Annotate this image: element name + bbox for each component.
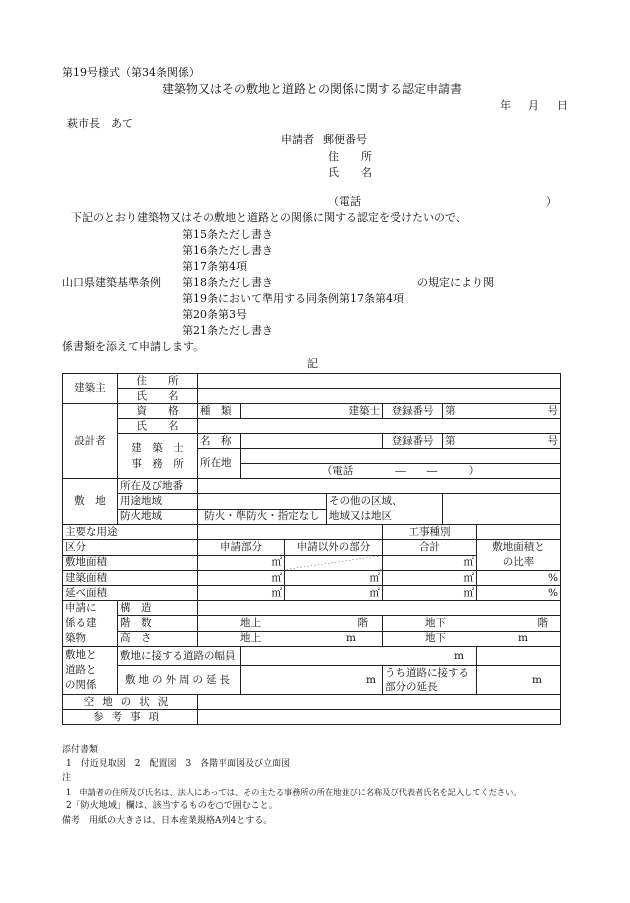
provision-20: 第20条第3号 bbox=[182, 308, 247, 321]
height-above-label: 地上 bbox=[240, 632, 261, 645]
designer-reg-no-label: 登録番号 bbox=[383, 404, 443, 419]
site-location-label: 所在及び地番 bbox=[118, 479, 198, 494]
designer-office-reg-dai: 第 bbox=[445, 434, 456, 447]
floors-above-field[interactable] bbox=[198, 616, 383, 631]
remarks-field[interactable] bbox=[198, 710, 561, 725]
floors-below-unit: 階 bbox=[537, 616, 548, 629]
designer-office-line1: 建 築 士 bbox=[131, 442, 184, 454]
designer-office-reg-go: 号 bbox=[547, 434, 558, 447]
work-type-label: 工事種別 bbox=[383, 525, 477, 540]
provision-19: 第19条において準用する同条例第17条第4項 bbox=[182, 292, 404, 305]
designer-office-reg-no-label: 登録番号 bbox=[383, 434, 443, 449]
designer-label: 設計者 bbox=[63, 404, 118, 479]
owner-address-label: 住 所 bbox=[118, 374, 198, 389]
designer-office-line2: 事 務 所 bbox=[131, 458, 184, 470]
attachments-list: 1 付近見取図 2 配置図 3 各階平面図及び立面図 bbox=[66, 759, 291, 769]
applicant-phone-close: ） bbox=[546, 195, 557, 208]
area-col-total: 合計 bbox=[383, 540, 477, 556]
height-below-unit: m bbox=[518, 632, 528, 645]
building-label-line3: 築物 bbox=[65, 632, 86, 644]
addressee: 萩市長 あて bbox=[67, 117, 133, 130]
site-area-other-na bbox=[285, 555, 383, 571]
date-month: 月 bbox=[528, 99, 539, 112]
request-lead: 下記のとおり建築物又はその敷地と道路との関係に関する認定を受けたいので、 bbox=[71, 211, 467, 224]
site-use-zone-label: 用途地域 bbox=[118, 494, 198, 510]
notes-title: 注 bbox=[62, 773, 72, 783]
main-use-label: 主要な用途 bbox=[63, 525, 198, 540]
ki-heading: 記 bbox=[307, 357, 318, 370]
applicant-phone-label: （電話 bbox=[328, 195, 361, 208]
floors-above-unit: 階 bbox=[357, 616, 368, 629]
structure-label: 構 造 bbox=[118, 601, 198, 616]
designer-office-address-field[interactable] bbox=[241, 449, 561, 464]
designer-reg-go: 号 bbox=[547, 404, 558, 417]
area-col-applied: 申請部分 bbox=[198, 540, 285, 556]
site-other-zone-field[interactable] bbox=[443, 494, 561, 525]
height-label: 高 さ bbox=[118, 631, 198, 646]
height-below-field[interactable] bbox=[383, 631, 561, 646]
vacant-land-field[interactable] bbox=[198, 695, 561, 710]
applicant-role: 申請者 bbox=[281, 133, 314, 146]
site-area-total[interactable]: ㎡ bbox=[383, 555, 477, 571]
floor-area-ratio[interactable]: % bbox=[477, 586, 561, 601]
area-col-ratio-line1: 敷地面積と bbox=[492, 541, 545, 553]
designer-office-label bbox=[118, 434, 198, 479]
owner-name-label: 氏 名 bbox=[118, 389, 198, 404]
floor-area-total[interactable]: ㎡ bbox=[383, 586, 477, 601]
designer-office-name-label: 名 称 bbox=[198, 434, 241, 449]
remarks-label: 参考事項 bbox=[63, 710, 198, 725]
building-area-other[interactable]: ㎡ bbox=[285, 571, 383, 586]
provision-17: 第17条第4項 bbox=[182, 260, 247, 273]
regulation-text: の規定により関 bbox=[417, 276, 494, 289]
site-use-zone-field[interactable] bbox=[198, 494, 327, 510]
owner-label: 建築主 bbox=[63, 374, 118, 404]
ordinance-name: 山口県建築基準条例 bbox=[62, 276, 161, 289]
perimeter-label: 敷地の外周の延長 bbox=[118, 666, 241, 695]
provision-16: 第16条ただし書き bbox=[182, 244, 273, 257]
floors-above-label: 地上 bbox=[240, 616, 261, 629]
frontage-line2: 部分の延長 bbox=[385, 681, 438, 693]
note-2: 2「防火地域」欄は、該当するものを○で囲むこと。 bbox=[66, 801, 278, 811]
main-use-field[interactable] bbox=[198, 525, 383, 540]
road-width-field[interactable]: m bbox=[241, 647, 477, 666]
provision-15: 第15条ただし書き bbox=[182, 228, 273, 241]
designer-office-reg-no-field[interactable] bbox=[443, 434, 561, 449]
applicant-address-label: 住 所 bbox=[328, 150, 372, 163]
designer-office-address-label: 所在地 bbox=[198, 449, 241, 479]
site-fire-zone-label: 防火地域 bbox=[118, 509, 198, 525]
designer-office-phone[interactable]: （電話 ― ― ） bbox=[241, 464, 561, 479]
area-col-other: 申請以外の部分 bbox=[285, 540, 383, 556]
remarks-paper-size: 備考 用紙の大きさは、日本産業規格A列4とする。 bbox=[62, 816, 273, 826]
frontage-line1: うち道路に接する bbox=[385, 667, 469, 679]
frontage-label bbox=[383, 666, 477, 695]
designer-qualification-label: 資 格 bbox=[118, 404, 198, 419]
site-fire-zone-options[interactable]: 防火・準防火・指定なし bbox=[198, 509, 327, 525]
site-label: 敷 地 bbox=[63, 479, 118, 525]
building-label-line2: 係る建 bbox=[65, 617, 97, 629]
floors-below-field[interactable] bbox=[383, 616, 561, 631]
building-area-ratio[interactable]: % bbox=[477, 571, 561, 586]
frontage-field[interactable]: m bbox=[477, 666, 561, 695]
designer-name-field[interactable] bbox=[198, 419, 561, 434]
note-1: 1 申請者の住所及び氏名は、法人にあっては、その主たる事務所の所在地並びに名称及び代表者氏名を記入してください。 bbox=[66, 787, 522, 797]
site-other-line2: 地域又は地区 bbox=[329, 510, 392, 522]
designer-reg-dai: 第 bbox=[445, 404, 456, 417]
building-area-applied[interactable]: ㎡ bbox=[198, 571, 285, 586]
road-label-line3: の関係 bbox=[65, 679, 97, 691]
document-title: 建築物又はその敷地と道路との関係に関する認定申請書 bbox=[162, 82, 463, 96]
form-number: 第19号様式（第34条関係） bbox=[62, 66, 200, 79]
date-year: 年 bbox=[500, 99, 511, 112]
floor-area-other[interactable]: ㎡ bbox=[285, 586, 383, 601]
floors-label: 階 数 bbox=[118, 616, 198, 631]
designer-office-name-field[interactable] bbox=[241, 434, 383, 449]
attachments-title: 添付書類 bbox=[62, 745, 99, 755]
perimeter-field[interactable]: m bbox=[241, 666, 383, 695]
road-width-blank bbox=[477, 647, 561, 666]
date-day: 日 bbox=[557, 99, 568, 112]
application-table bbox=[62, 373, 561, 725]
designer-reg-no-field[interactable] bbox=[443, 404, 561, 419]
site-area-applied[interactable]: ㎡ bbox=[198, 555, 285, 571]
floors-below-label: 地下 bbox=[425, 616, 446, 629]
site-other-zone-label bbox=[327, 494, 443, 525]
floor-area-applied[interactable]: ㎡ bbox=[198, 586, 285, 601]
road-label-line2: 道路と bbox=[65, 664, 97, 676]
owner-name-field[interactable] bbox=[198, 389, 561, 404]
road-relation-label bbox=[63, 647, 118, 695]
building-label bbox=[63, 601, 118, 647]
area-col-label: 区分 bbox=[63, 540, 198, 556]
designer-type-label: 種 類 bbox=[198, 404, 241, 419]
designer-name-label: 氏 名 bbox=[118, 419, 198, 434]
road-label-line1: 敷地と bbox=[65, 649, 97, 661]
floor-area-label: 延べ面積 bbox=[63, 586, 198, 601]
vacant-land-label: 空地の状況 bbox=[63, 695, 198, 710]
building-area-total[interactable]: ㎡ bbox=[383, 571, 477, 586]
work-type-field[interactable] bbox=[477, 525, 561, 540]
structure-field[interactable] bbox=[198, 601, 561, 616]
provision-21: 第21条ただし書き bbox=[182, 324, 273, 337]
area-col-ratio bbox=[477, 540, 561, 571]
building-label-line1: 申請に bbox=[65, 602, 97, 614]
site-other-line1: その他の区域、 bbox=[329, 495, 403, 507]
height-above-unit: m bbox=[346, 632, 356, 645]
building-area-label: 建築面積 bbox=[63, 571, 198, 586]
owner-address-field[interactable] bbox=[198, 374, 561, 389]
applicant-postal-label: 郵便番号 bbox=[323, 133, 367, 146]
height-below-label: 地下 bbox=[425, 632, 446, 645]
height-above-field[interactable] bbox=[198, 631, 383, 646]
road-width-label: 敷地に接する道路の幅員 bbox=[118, 647, 241, 666]
site-location-field[interactable] bbox=[198, 479, 561, 494]
designer-kenchikushi-label: 建築士 bbox=[241, 404, 383, 419]
applicant-name-label: 氏 名 bbox=[328, 166, 372, 179]
closing-text: 係書類を添えて申請します。 bbox=[62, 340, 205, 353]
provision-18: 第18条ただし書き bbox=[182, 276, 273, 289]
site-area-label: 敷地面積 bbox=[63, 555, 198, 571]
area-col-ratio-line2: の比率 bbox=[502, 556, 535, 568]
